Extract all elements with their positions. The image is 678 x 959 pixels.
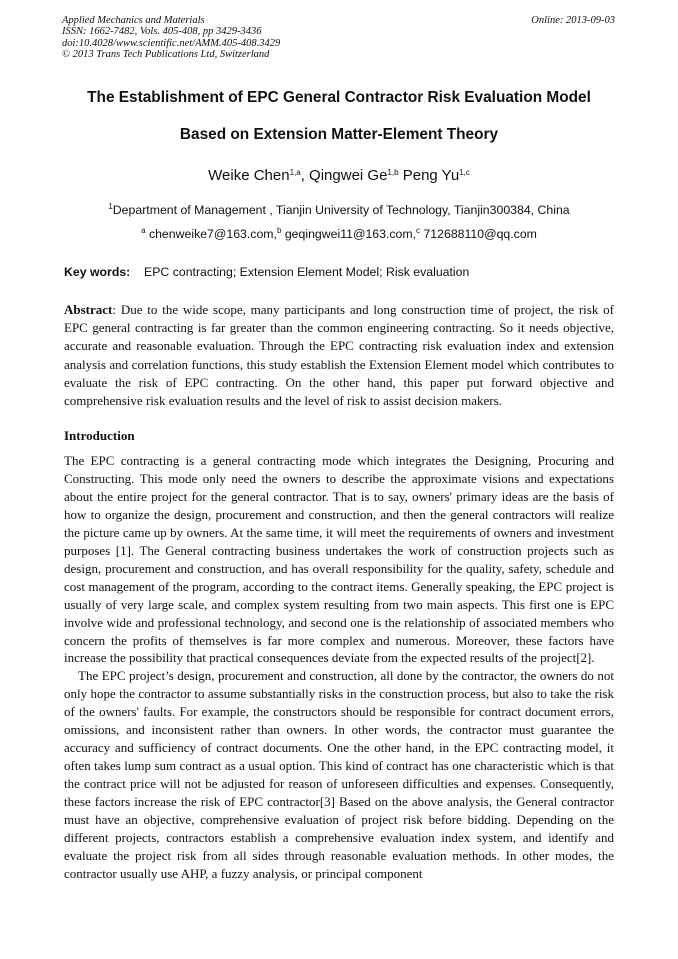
author-name: Qingwei Ge xyxy=(309,167,388,184)
author-superscript: 1,b xyxy=(387,168,399,177)
abstract-label: Abstract xyxy=(64,302,113,317)
email-superscript: a xyxy=(141,226,146,235)
email-address: 712688110@qq.com xyxy=(420,227,537,241)
abstract xyxy=(64,301,614,410)
affiliation-text: Department of Management , Tianjin University of Technology, Tianjin300384, China xyxy=(112,203,570,217)
copyright-line: © 2013 Trans Tech Publications Ltd, Switzerland xyxy=(62,48,270,60)
author-separator: , xyxy=(300,167,310,184)
keywords-label: Key words: xyxy=(64,265,131,279)
email-list xyxy=(40,227,638,241)
paper-title-line-1: The Establishment of EPC General Contractor Risk Evaluation Model xyxy=(87,89,591,106)
email-address: geqingwei11@163.com, xyxy=(281,227,417,241)
journal-name: Applied Mechanics and Materials xyxy=(62,15,205,26)
section-heading-introduction: Introduction xyxy=(64,428,135,443)
email-address: chenweike7@163.com, xyxy=(145,227,277,241)
author-name: Weike Chen xyxy=(208,167,290,184)
email-superscript: c xyxy=(416,226,421,235)
keywords-text: EPC contracting; Extension Element Model; Risk evaluation xyxy=(144,265,470,279)
author-superscript: 1,c xyxy=(459,168,470,177)
introduction-body xyxy=(64,452,614,883)
author-superscript: 1,a xyxy=(289,168,301,177)
issn-line: ISSN: 1662-7482, Vols. 405-408, pp 3429-3436 xyxy=(62,26,262,38)
affiliation-superscript: 1 xyxy=(108,202,113,211)
body-paragraph: The EPC contracting is a general contracting mode which integrates the Designing, Procuring and Constructing. This mode only need the owners to describe the approximate visions and expectations about the entire project for the general contractor. That is to say, owners' primary ideas are the basis of how to organize the design, procurement and construction, and then the general contractors will realize the picture came up by owners. At the same time, it will meet the requirements of owners and investment purposes [1]. The General contracting business undertakes the work of construction projects such as design, procurement and construction, and has overall responsibility for the quality, safety, schedule and cost management of the program, according to the contract items. Generally speaking, the EPC project is usually of very large scale, and complex system resulting from two main aspects. This first one is EPC involve wide and professional technology, and second one is the relationship of associated members who concern the profits of themselves is far more complex and numerous. Moreover, these factors have increase the possibility that practical consequences deviate from the expected results of the project[2]. xyxy=(64,453,614,666)
doi-line: doi:10.4028/www.scientific.net/AMM.405-408.3429 xyxy=(62,37,281,49)
keywords xyxy=(64,265,469,279)
email-superscript: b xyxy=(276,226,282,235)
online-date: Online: 2013-09-03 xyxy=(531,15,615,26)
paper-title-line-2: Based on Extension Matter-Element Theory xyxy=(179,126,499,143)
author-name: Peng Yu xyxy=(402,167,460,184)
author-list xyxy=(40,167,638,184)
journal-header xyxy=(62,15,280,60)
affiliation xyxy=(40,203,638,217)
body-paragraph: The EPC project’s design, procurement and construction, all done by the contractor, the owners do not only hope the contractor to assume substantially risks in the construction process, but also to take the risk of the owners' faults. For example, the constructors should be responsible for contract document errors, omissions, and inconsistent rather than owners. In other words, the contractor must guarantee the accuracy and sufficiency of contract documents. One the other hand, in the EPC contracting model, it often takes lump sum contract as a usual option. This kind of contract has one characteristic which is that the contract price will not be adjusted for reason of unforeseen difficulties and expenses. Consequently, these factors increase the risk of EPC contractor[3] Based on the above analysis, the General contractor must have an objective, comprehensive evaluation of project risk before bidding. Depending on the different projects, contractors establish a comprehensive evaluation index system, and identify and evaluate the project risk from all sides through reasonable evaluation methods. In other modes, the contractor usually use AHP, a fuzzy analysis, or principal component xyxy=(64,668,614,881)
abstract-text: : Due to the wide scope, many participants and long construction time of project, the risk of EPC general contracting is far greater than the common engineering contracting. So it needs objective, accurate and reasonable evaluation. Through the EPC contracting risk evaluation index and extension analysis and correlation functions, this study establish the Extension Element model which contributes to evaluate the risk of EPC contracting. On the other hand, this paper put forward objective and comprehensive risk evaluation results and the level of risk to assist decision makers. xyxy=(64,302,614,409)
